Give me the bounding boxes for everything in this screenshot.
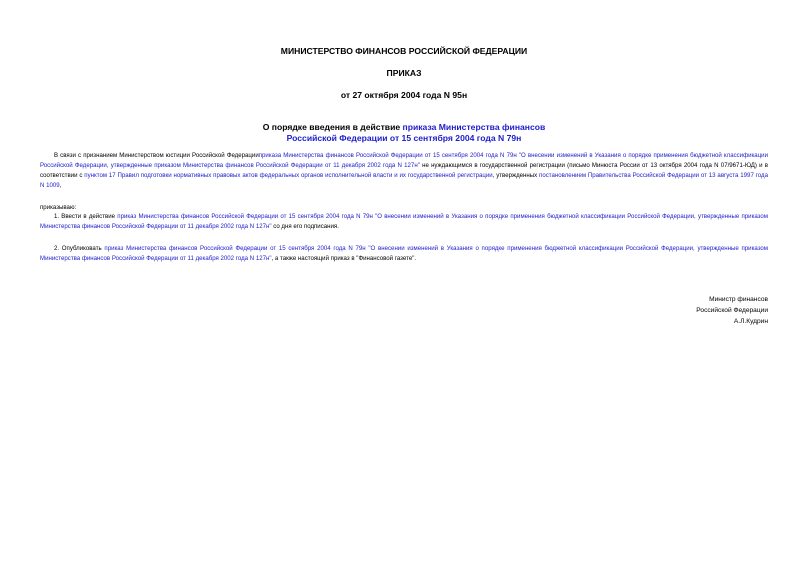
preamble-text-4: , [59, 182, 62, 189]
item-2-text-1: 2. Опубликовать [54, 245, 105, 252]
title-link-line1[interactable]: приказа Министерства финансов [402, 122, 546, 132]
item-2-link-order-79n[interactable]: приказ Министерства финансов Российской Федерации от 15 сентября 2004 года N 79н "О внесении изменений в Указания о порядке применения бюджетной классификации Российской Федерации, утвержденные приказом Министерства финансов Российской Федерации от 11 декабря 2002 года N 127н" [40, 245, 768, 262]
preamble-text-1: В связи с признанием Министерством юстиции Российской Федерации [54, 152, 259, 159]
preamble-paragraph [40, 151, 768, 191]
item-1-text-1: 1. Ввести в действие [54, 213, 118, 220]
signature-country: Российской Федерации [696, 307, 768, 314]
preamble-link-rules-p17[interactable]: пунктом 17 Правил подготовки нормативных правовых актов федеральных органов исполнительной власти и их государственной регистрации [84, 172, 493, 179]
preamble-link-order-79n[interactable]: приказа Министерства финансов Российской Федерации от 15 сентября 2004 года N 79н "О внесении изменений в Указания о порядке применения бюджетной классификации Российской Федерации, утвержденные приказом Министерства финансов Российской Федерации от 11 декабря 2002 года N 127н" [40, 152, 768, 169]
title-link-line2[interactable]: Российской Федерации от 15 сентября 2004 года N 79н [286, 133, 522, 143]
item-1-text-2: со дня его подписания. [271, 223, 339, 230]
signature-block [696, 294, 768, 327]
item-2-paragraph [40, 244, 768, 264]
item-1-paragraph [40, 212, 768, 232]
date-number-heading: от 27 октября 2004 года N 95н [340, 90, 468, 100]
item-1-link-order-79n[interactable]: приказ Министерства финансов Российской Федерации от 15 сентября 2004 года N 79н "О внесении изменений в Указания о порядке применения бюджетной классификации Российской Федерации, утвержденные приказом Министерства финансов Российской Федерации от 11 декабря 2002 года N 127н" [40, 213, 768, 230]
signature-position: Министр финансов [709, 296, 768, 303]
ministry-heading: МИНИСТЕРСТВО ФИНАНСОВ РОССИЙСКОЙ ФЕДЕРАЦИИ [280, 46, 528, 56]
doc-type-heading: ПРИКАЗ [386, 68, 422, 78]
preamble-text-2: не нуждающимся в государственной регистрации (письмо Минюста России от 13 октября 2004 года N 07/9671-ЮД) и в соответствии с [40, 162, 768, 179]
preamble-text-3: , утвержденных [492, 172, 540, 179]
item-2-text-2: , а также настоящий приказ в "Финансовой газете". [271, 255, 417, 262]
signature-name: А.Л.Кудрин [733, 318, 768, 325]
title-prefix: О порядке введения в действие [262, 122, 403, 132]
order-word: приказываю: [40, 204, 77, 211]
preamble-link-resolution-1009[interactable]: постановлением Правительства Российской Федерации от 13 августа 1997 года N 1009 [40, 172, 768, 189]
document-title [40, 122, 768, 144]
